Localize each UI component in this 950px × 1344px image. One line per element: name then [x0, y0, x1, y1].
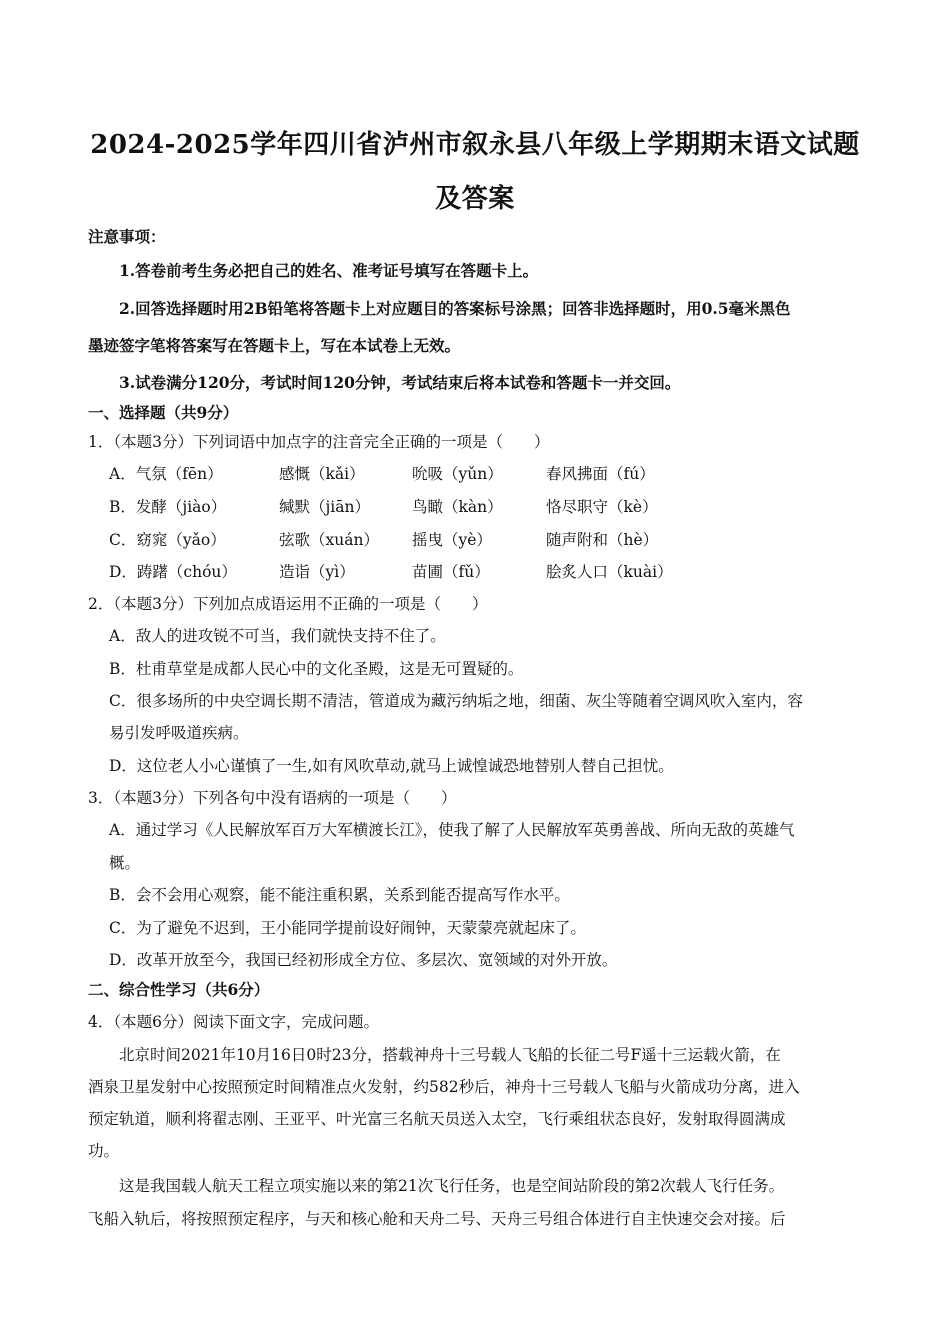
q2-stem: 2．（本题3分）下列加点成语运用不正确的一项是（ ） — [88, 595, 488, 613]
notice-heading: 注意事项： — [88, 227, 166, 246]
section1-heading: 一、选择题（共9分） — [88, 403, 239, 422]
q2-option-d: D．这位老人小心谨慎了一生,如有风吹草动,就马上诚惶诚恐地替别人替自己担忧。 — [109, 757, 674, 775]
q3-option-b: B．会不会用心观察，能不能注重积累，关系到能否提高写作水平。 — [109, 886, 570, 904]
q1-b-word-4: 恪尽职守（kè） — [546, 498, 658, 516]
q1-c-word-2: 弦歌（xuán） — [279, 531, 379, 549]
q1-b-word-3: 鸟瞰（kàn） — [412, 498, 503, 516]
notice-item-2-cont: 墨迹签字笔将答案写在答题卡上，写在本试卷上无效。 — [88, 336, 461, 355]
notice-item-1: 1.答卷前考生务必把自己的姓名、准考证号填写在答题卡上。 — [119, 261, 539, 280]
q4-para1-line4: 功。 — [88, 1142, 120, 1160]
q2-option-c: C．很多场所的中央空调长期不清洁，管道成为藏污纳垢之地，细菌、灰尘等随着空调风吹入室内，容 — [109, 692, 803, 710]
q3-option-d: D．改革开放至今，我国已经初形成全方位、多层次、宽领域的对外开放。 — [109, 951, 618, 969]
q1-b-word-2: 缄默（jiān） — [279, 498, 370, 516]
q1-d-word-4: 脍炙人口（kuài） — [546, 563, 673, 581]
notice-item-2: 2.回答选择题时用2B铅笔将答题卡上对应题目的答案标号涂黑；回答非选择题时，用0.5毫米黑色 — [119, 299, 791, 318]
q1-d-word-2: 造诣（yì） — [279, 563, 355, 581]
q1-d-word-1: D．踌躇（chóu） — [109, 563, 237, 581]
notice-item-3: 3.试卷满分120分，考试时间120分钟，考试结束后将本试卷和答题卡一并交回。 — [119, 373, 681, 392]
q4-para1-line1: 北京时间2021年10月16日0时23分，搭载神舟十三号载人飞船的长征二号F遥十三运载火箭，在 — [119, 1046, 781, 1064]
q3-option-a: A．通过学习《人民解放军百万大军横渡长江》，使我了解了人民解放军英勇善战、所向无敌的英雄气 — [109, 821, 795, 839]
q1-c-word-3: 摇曳（yè） — [412, 531, 492, 549]
q1-b-word-1: B．发酵（jiào） — [109, 498, 227, 516]
section2-heading: 二、综合性学习（共6分） — [88, 980, 270, 999]
q1-a-word-2: 感慨（kǎi） — [279, 465, 365, 483]
q3-stem: 3．（本题3分）下列各句中没有语病的一项是（ ） — [88, 789, 457, 807]
q2-option-c-cont: 易引发呼吸道疾病。 — [109, 724, 249, 742]
q4-para2-line1: 这是我国载人航天工程立项实施以来的第21次飞行任务，也是空间站阶段的第2次载人飞行任务。 — [119, 1177, 785, 1195]
q4-para2-line2: 飞船入轨后，将按照预定程序，与天和核心舱和天舟二号、天舟三号组合体进行自主快速交会对接。后 — [88, 1210, 786, 1228]
q3-option-c: C．为了避免不迟到，王小能同学提前设好闹钟，天蒙蒙亮就起床了。 — [109, 919, 586, 937]
q1-c-word-1: C．窈窕（yǎo） — [109, 531, 226, 549]
q1-a-word-3: 吮吸（yǔn） — [412, 465, 503, 483]
q1-c-word-4: 随声附和（hè） — [546, 531, 659, 549]
q2-option-b: B．杜甫草堂是成都人民心中的文化圣殿，这是无可置疑的。 — [109, 660, 524, 678]
exam-title: 2024-2025学年四川省泸州市叙永县八年级上学期期末语文试题及答案 — [90, 130, 860, 214]
q1-d-word-3: 苗圃（fǔ） — [412, 563, 490, 581]
q4-stem: 4．（本题6分）阅读下面文字，完成问题。 — [88, 1013, 379, 1031]
q1-a-word-4: 春风拂面（fú） — [546, 465, 655, 483]
q1-a-word-1: A．气氛（fēn） — [109, 465, 223, 483]
q2-option-a: A．敌人的进攻锐不可当，我们就快支持不住了。 — [109, 627, 446, 645]
q1-stem: 1．（本题3分）下列词语中加点字的注音完全正确的一项是（ ） — [88, 433, 550, 451]
q4-para1-line3: 预定轨道，顺利将翟志刚、王亚平、叶光富三名航天员送入太空，飞行乘组状态良好，发射取得圆满成 — [88, 1110, 786, 1128]
q3-option-a-cont: 概。 — [109, 854, 141, 872]
q4-para1-line2: 酒泉卫星发射中心按照预定时间精准点火发射，约582秒后，神舟十三号载人飞船与火箭成功分离，进入 — [88, 1078, 800, 1096]
